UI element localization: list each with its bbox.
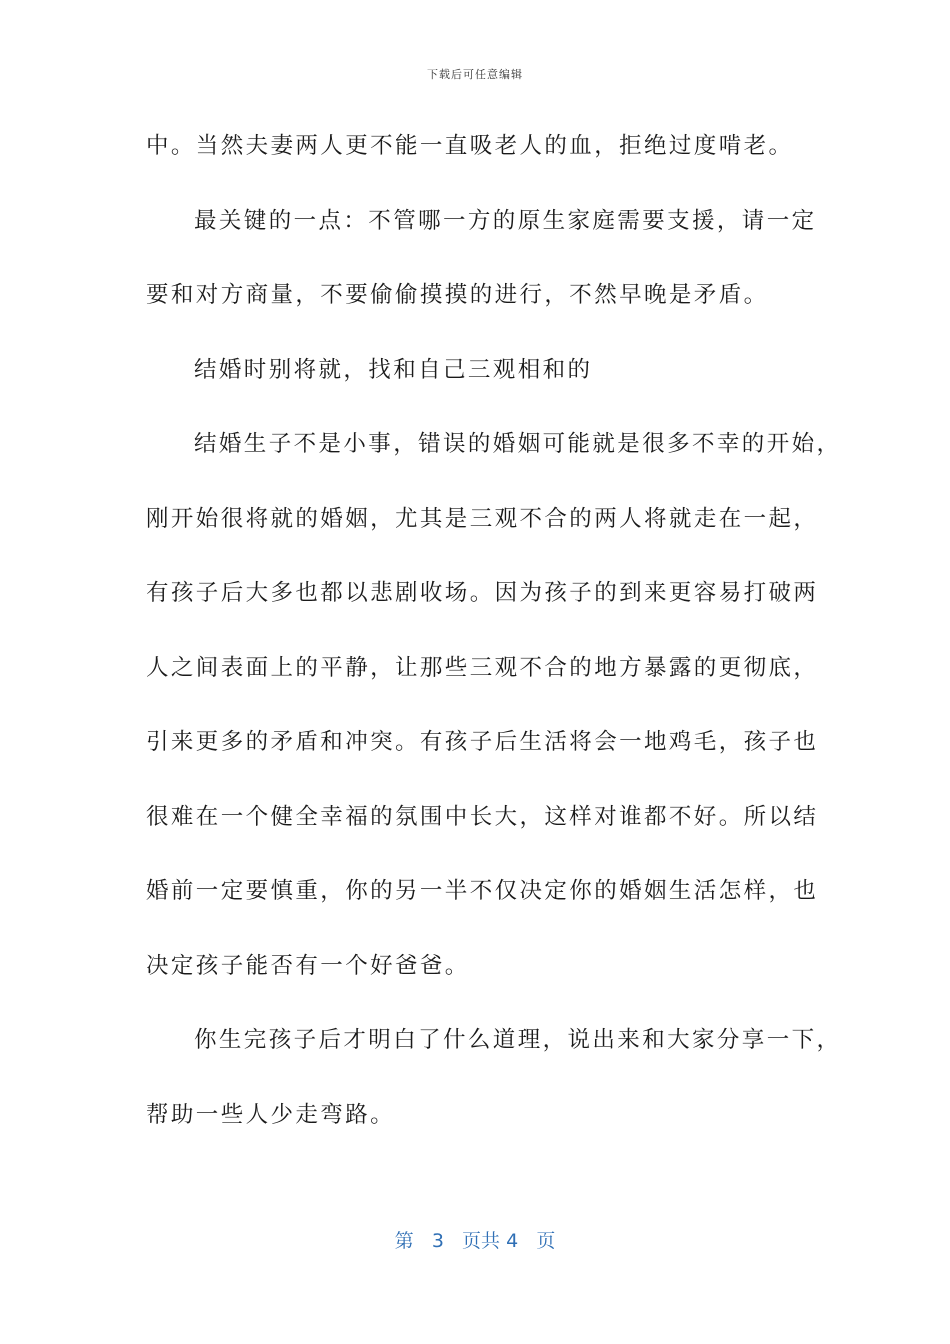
section-heading: 结婚时别将就，找和自己三观相和的 — [194, 356, 593, 383]
paragraph-line-9: 引来更多的矛盾和冲突。有孩子后生活将会一地鸡毛，孩子也 — [146, 729, 819, 755]
paragraph-line-13: 你生完孩子后才明白了什么道理，说出来和大家分享一下， — [194, 1027, 842, 1053]
total-pages-number: 4 — [506, 1230, 519, 1252]
paragraph-line-11: 婚前一定要慎重，你的另一半不仅决定你的婚姻生活怎样，也 — [146, 878, 819, 904]
page-number-footer — [0, 1226, 950, 1253]
page-prefix: 第 — [394, 1230, 414, 1252]
paragraph-line-8: 人之间表面上的平静，让那些三观不合的地方暴露的更彻底， — [146, 654, 819, 681]
document-body — [146, 120, 842, 1163]
paragraph-line-7: 有孩子后大多也都以悲剧收场。因为孩子的到来更容易打破两 — [146, 580, 819, 606]
page-suffix: 页 — [536, 1230, 556, 1252]
paragraph-line-3: 要和对方商量，不要偷偷摸摸的进行，不然早晚是矛盾。 — [146, 282, 769, 308]
paragraph-line-2: 最关键的一点：不管哪一方的原生家庭需要支援，请一定 — [194, 207, 817, 234]
page-middle: 页共 — [462, 1230, 501, 1252]
current-page-number: 3 — [431, 1230, 444, 1252]
paragraph-line-14: 帮助一些人少走弯路。 — [146, 1101, 396, 1128]
paragraph-line-10: 很难在一个健全幸福的氛围中长大，这样对谁都不好。所以结 — [146, 803, 819, 830]
paragraph-line-5: 结婚生子不是小事，错误的婚姻可能就是很多不幸的开始， — [194, 431, 842, 457]
paragraph-line-12: 决定孩子能否有一个好爸爸。 — [146, 952, 470, 979]
paragraph-line-6: 刚开始很将就的婚姻，尤其是三观不合的两人将就走在一起， — [146, 505, 819, 532]
paragraph-line-1: 中。当然夫妻两人更不能一直吸老人的血，拒绝过度啃老。 — [146, 133, 794, 159]
header-note: 下载后可任意编辑 — [427, 68, 523, 81]
